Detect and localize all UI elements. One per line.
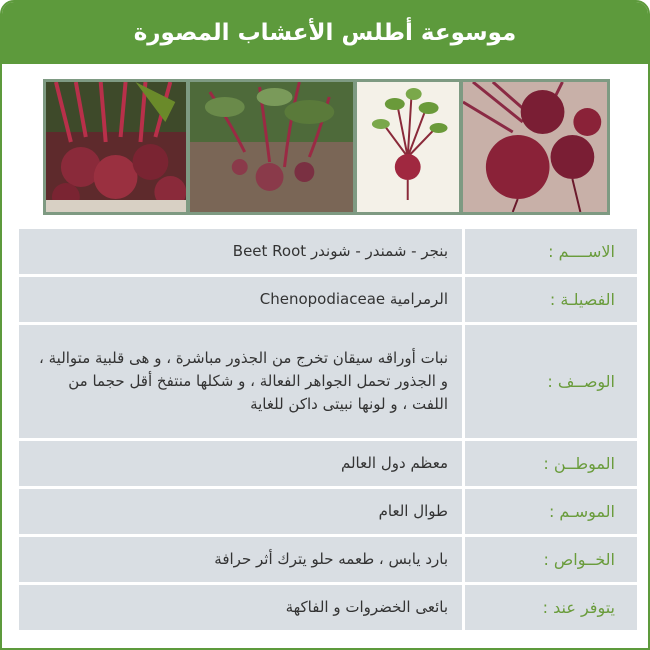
- page-title: موسوعة أطلس الأعشاب المصورة: [2, 2, 648, 64]
- beet-illustration-photo: [357, 82, 458, 212]
- description-label: الوصــف :: [465, 325, 637, 438]
- table-row-properties: [19, 537, 637, 582]
- table-row-season: [19, 489, 637, 534]
- habitat-label: الموطــن :: [465, 441, 637, 486]
- habitat-value: معظم دول العالم: [19, 441, 462, 486]
- beetroot-bunch-photo: [46, 82, 186, 212]
- beetroots-closeup-photo: [463, 82, 607, 212]
- availability-value: بائعى الخضروات و الفاكهة: [19, 585, 462, 630]
- description-value: نبات أوراقه سيقان تخرج من الجذور مباشرة ، و هى قلبية متوالية ، و الجذور تحمل الجواهر الفعالة ، و شكلها منتفخ أقل حجما من اللفت ، و لونها نبيتى داكن للغاية: [19, 325, 462, 438]
- name-value: بنجر - شمندر - شوندر Beet Root: [19, 229, 462, 274]
- table-row-description: [19, 325, 637, 438]
- herb-info-table: [19, 229, 637, 633]
- season-label: الموسـم :: [465, 489, 637, 534]
- table-row-name: [19, 229, 637, 274]
- season-value: طوال العام: [19, 489, 462, 534]
- family-value: الرمرامية Chenopodiaceae: [19, 277, 462, 322]
- availability-label: يتوفر عند :: [465, 585, 637, 630]
- table-row-family: [19, 277, 637, 322]
- properties-value: بارد يابس ، طعمه حلو يترك أثر حرافة: [19, 537, 462, 582]
- family-label: الفصيلـة :: [465, 277, 637, 322]
- beet-plants-in-soil-photo: [190, 82, 353, 212]
- table-row-habitat: [19, 441, 637, 486]
- photo-gallery: [43, 79, 610, 215]
- table-row-availability: [19, 585, 637, 630]
- name-label: الاســــم :: [465, 229, 637, 274]
- properties-label: الخــواص :: [465, 537, 637, 582]
